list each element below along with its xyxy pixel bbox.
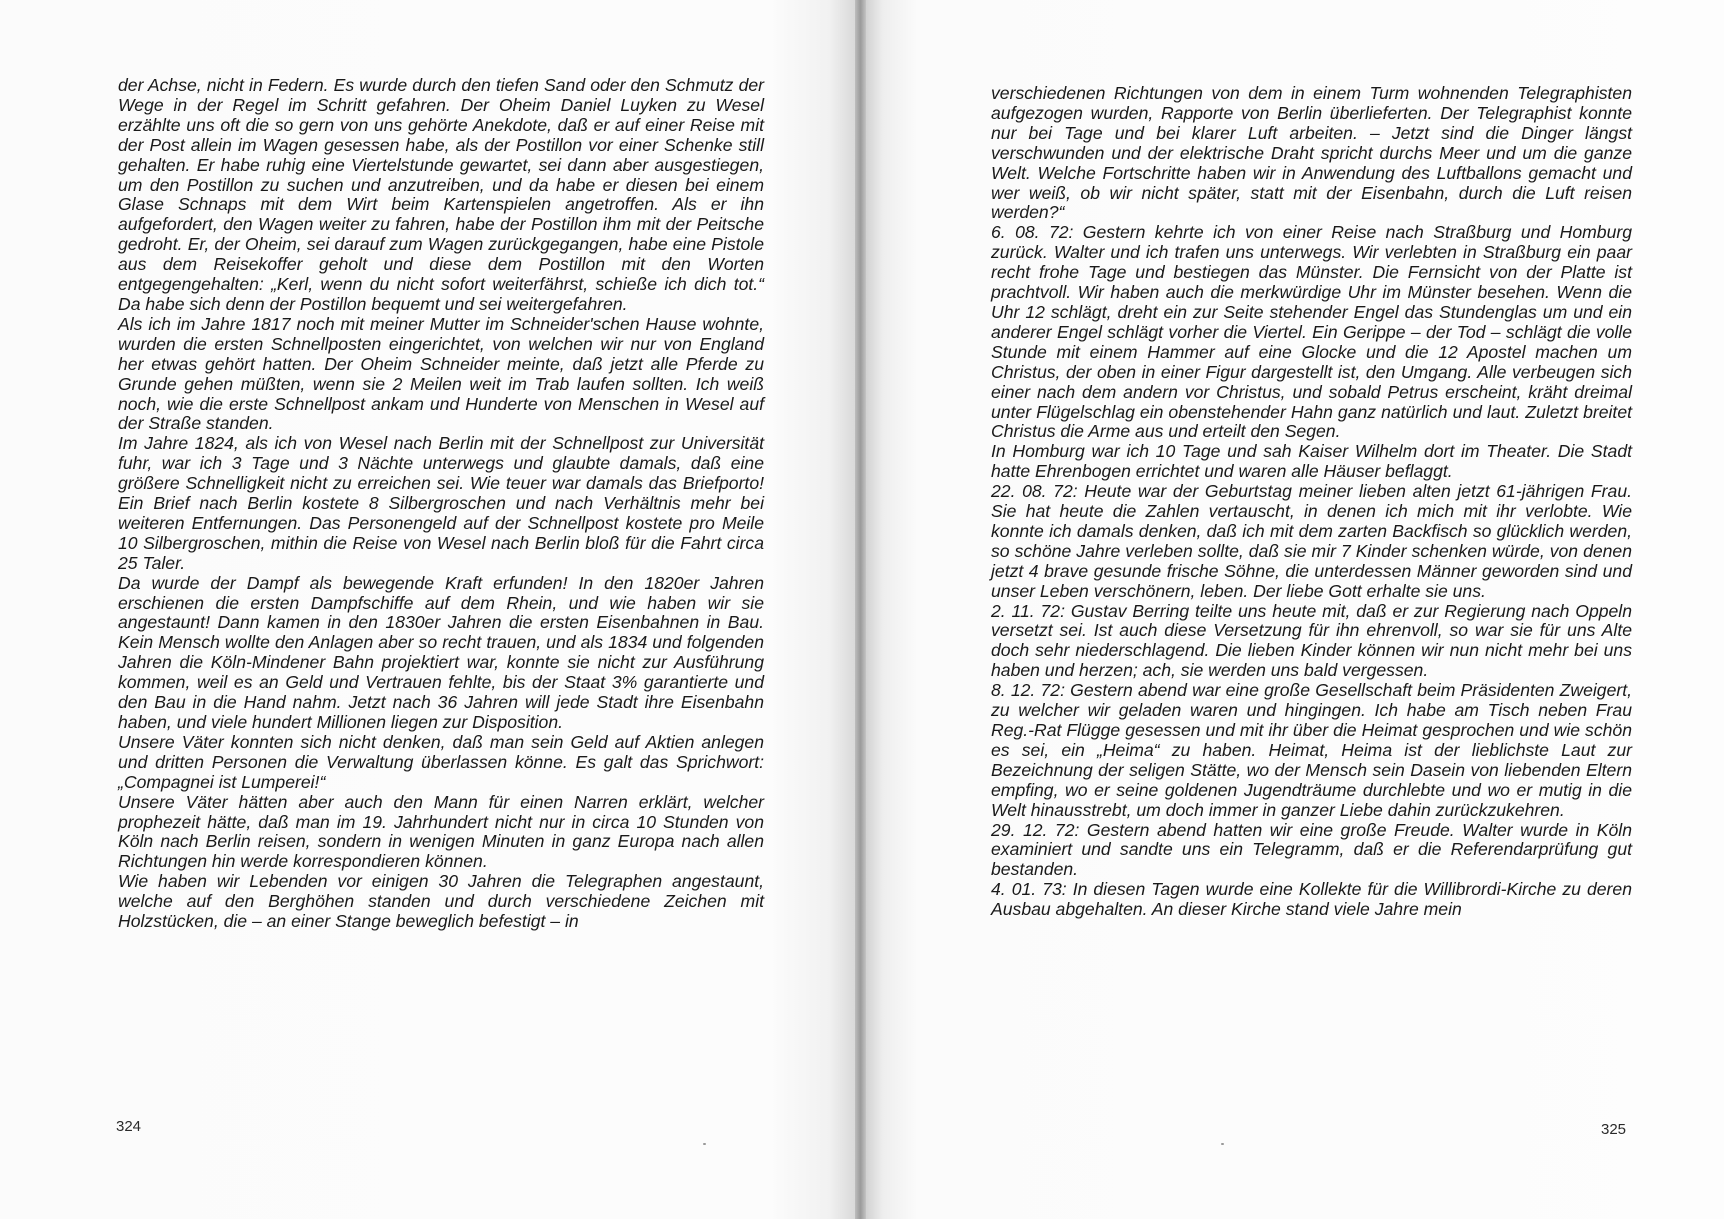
paragraph: 8. 12. 72: Gestern abend war eine große Gesellschaft beim Präsidenten Zweigert, zu welcher wir geladen waren und hingingen. Ich habe am Tisch neben Frau Reg.-Rat Flügge gesessen und mit ihr über die Heimat gesprochen und wie schön es sei, ein „Heima“ zu haben. Heimat, Heima ist der lieblichste Laut zur Bezeichnung der seligen Stätte, wo der Mensch sein Dasein von liebenden Eltern empfing, wo er seine goldenen Jugendträume durchlebte und wo er mutig in die Welt hinausstrebt, um doch immer in ganzer Liebe dahin zurückzukehren.	[991, 680, 1632, 820]
paragraph: 2. 11. 72: Gustav Berring teilte uns heute mit, daß er zur Regierung nach Oppeln versetzt sei. Ist auch diese Versetzung für ihn ehrenvoll, so war sie für uns Alte doch sehr niederschlagend. Die lieben Kinder können wir nun nicht mehr bei uns haben und herzen; ach, sie werden uns bald vergessen.	[991, 600, 1632, 681]
paragraph: Da wurde der Dampf als bewegende Kraft erfunden! In den 1820er Jahren erschienen die ersten Dampfschiffe auf dem Rhein, und wie haben wir sie angestaunt! Dann kamen in den 1830er Jahren die ersten Eisenbahnen in Bau. Kein Mensch wollte den Anlagen aber so recht trauen, und als 1834 und folgenden Jahren die Köln-Mindener Bahn projektiert war, konnte sie nicht zur Ausführung kommen, weil es an Geld und Vertrauen fehlte, bis der Staat 3% garantierte und den Bau in die Hand nahm. Jetzt nach 36 Jahren will jede Stadt ihre Eisenbahn haben, und viele hundert Millionen liegen zur Disposition.	[118, 572, 764, 732]
paragraph: der Achse, nicht in Federn. Es wurde durch den tiefen Sand oder den Schmutz der Wege in der Regel im Schritt gefahren. Der Oheim Daniel Luyken zu Wesel erzählte uns oft die so gern von uns gehörte Anekdote, daß er auf einer Reise mit der Post allein im Wagen gesessen habe, als der Postillon vor einer Schenke still gehalten. Er habe ruhig eine Viertelstunde gewartet, sei dann aber ausgestiegen, um den Postillon zu suchen und anzutreiben, und da habe er diesen bei einem Glase Schnaps mit dem Wirt beim Kartenspielen angetroffen. Als er ihn aufgefordert, den Wagen weiter zu fahren, habe der Postillon ihm mit der Peitsche gedroht. Er, der Oheim, sei darauf zum Wagen zurückgegangen, habe eine Pistole aus dem Reisekoffer geholt und diese dem Postillon mit den Worten entgegengehalten: „Kerl, wenn du nicht sofort weiterfährst, schieße ich dich tot.“ Da habe sich denn der Postillon bequemt und sei weitergefahren.	[118, 75, 764, 314]
paragraph: 6. 08. 72: Gestern kehrte ich von einer Reise nach Straßburg und Homburg zurück. Walter und ich trafen uns unterwegs. Wir verlebten in Straßburg ein paar recht frohe Tage und bestiegen das Münster. Die Fernsicht von der Platte ist prachtvoll. Wir haben auch die merkwürdige Uhr im Münster besehen. Wenn die Uhr 12 schlägt, dreht ein zur Seite stehender Engel das Stundenglas um und ein anderer Engel schlägt vorher die Viertel. Ein Gerippe – der Tod – schlägt die volle Stunde mit einem Hammer auf eine Glocke und die 12 Apostel machen um Christus, der oben in einer Figur dargestellt ist, den Umgang. Alle verbeugen sich einer nach dem andern vor Christus, und sobald Petrus erscheint, kräht dreimal unter Flügelschlag ein obenstehender Hahn ganz natürlich und laut. Zuletzt breitet Christus die Arme aus und erteilt den Segen.	[991, 222, 1632, 442]
paragraph: verschiedenen Richtungen von dem in einem Turm wohnenden Telegraphisten aufgezogen wurden, Rapporte von Berlin überlieferten. Der Telegraphist konnte nur bei Tage und bei klarer Luft arbeiten. – Jetzt sind die Dinger längst verschwunden und der elektrische Draht spricht durchs Meer und um die ganze Welt. Welche Fortschritte haben wir in Anwendung des Luftballons gemacht und wer weiß, ob wir nicht später, statt mit der Eisenbahn, durch die Luft reisen werden?“	[991, 83, 1632, 223]
book-gutter	[855, 0, 866, 1219]
page-number-left: 324	[116, 1118, 142, 1135]
paragraph: Im Jahre 1824, als ich von Wesel nach Berlin mit der Schnellpost zur Universität fuhr, war ich 3 Tage und 3 Nächte unterwegs und glaubte damals, daß eine größere Schnelligkeit nicht zu erreichen sei. Wie teuer war damals das Briefporto! Ein Brief nach Berlin kostete 8 Silbergroschen und nach Verhältnis mehr bei weiteren Entfernungen. Das Personengeld auf der Schnellpost kostete pro Meile 10 Silbergroschen, mithin die Reise von Wesel nach Berlin bloß für die Fahrt circa 25 Taler.	[118, 433, 764, 573]
page-number-right: 325	[1601, 1121, 1627, 1138]
right-page	[866, 0, 1724, 1219]
left-page-text	[118, 76, 764, 932]
paper-speck	[1221, 1143, 1224, 1145]
paragraph: Wie haben wir Lebenden vor einigen 30 Jahren die Telegraphen angestaunt, welche auf den Berghöhen standen und durch verschiedene Zeichen mit Holzstücken, die – an einer Stange beweglich befestigt – in	[118, 871, 764, 932]
paragraph: 22. 08. 72: Heute war der Geburtstag meiner lieben alten jetzt 61-jährigen Frau. Sie hat heute die Zahlen vertauscht, in denen ich mich mit ihr verlobte. Wie konnte ich damals denken, daß ich mit dem zarten Backfisch so glücklich werden, so schöne Jahre verleben sollte, daß sie mir 7 Kinder schenken würde, von denen jetzt 4 brave gesunde frische Söhne, die unterdessen Männer geworden sind und unser Leben verschönern, leben. Der liebe Gott erhalte sie uns.	[991, 481, 1632, 601]
paper-speck	[703, 1143, 706, 1145]
paragraph: Unsere Väter konnten sich nicht denken, daß man sein Geld auf Aktien anlegen und dritten Personen die Verwaltung überlassen könne. Es galt das Sprichwort: „Compagnei ist Lumperei!“	[118, 731, 764, 792]
paragraph: Unsere Väter hätten aber auch den Mann für einen Narren erklärt, welcher prophezeit hätte, daß man im 19. Jahrhundert nicht nur in circa 10 Stunden von Köln nach Berlin reisen, sondern in wenigen Minuten in ganz Europa nach allen Richtungen hin werde korrespondieren können.	[118, 791, 764, 872]
paragraph: In Homburg war ich 10 Tage und sah Kaiser Wilhelm dort im Theater. Die Stadt hatte Ehrenbogen errichtet und waren alle Häuser beflaggt.	[991, 441, 1632, 482]
right-page-text	[991, 84, 1632, 920]
left-page	[0, 0, 855, 1219]
paragraph: Als ich im Jahre 1817 noch mit meiner Mutter im Schneider'schen Hause wohnte, wurden die ersten Schnellposten eingerichtet, von welchen wir nur von England her etwas gehört hatten. Der Oheim Schneider meinte, daß jetzt alle Pferde zu Grunde gehen müßten, wenn sie 2 Meilen weit im Trab laufen sollten. Ich weiß noch, wie die erste Schnellpost ankam und Hunderte von Menschen in Wesel auf der Straße standen.	[118, 313, 764, 434]
paragraph: 4. 01. 73: In diesen Tagen wurde eine Kollekte für die Willibrordi-Kirche zu deren Ausbau abgehalten. An dieser Kirche stand viele Jahre mein	[991, 879, 1632, 920]
paragraph: 29. 12. 72: Gestern abend hatten wir eine große Freude. Walter wurde in Köln examiniert und sandte uns ein Telegramm, daß er die Referendarprüfung gut bestanden.	[991, 819, 1632, 880]
